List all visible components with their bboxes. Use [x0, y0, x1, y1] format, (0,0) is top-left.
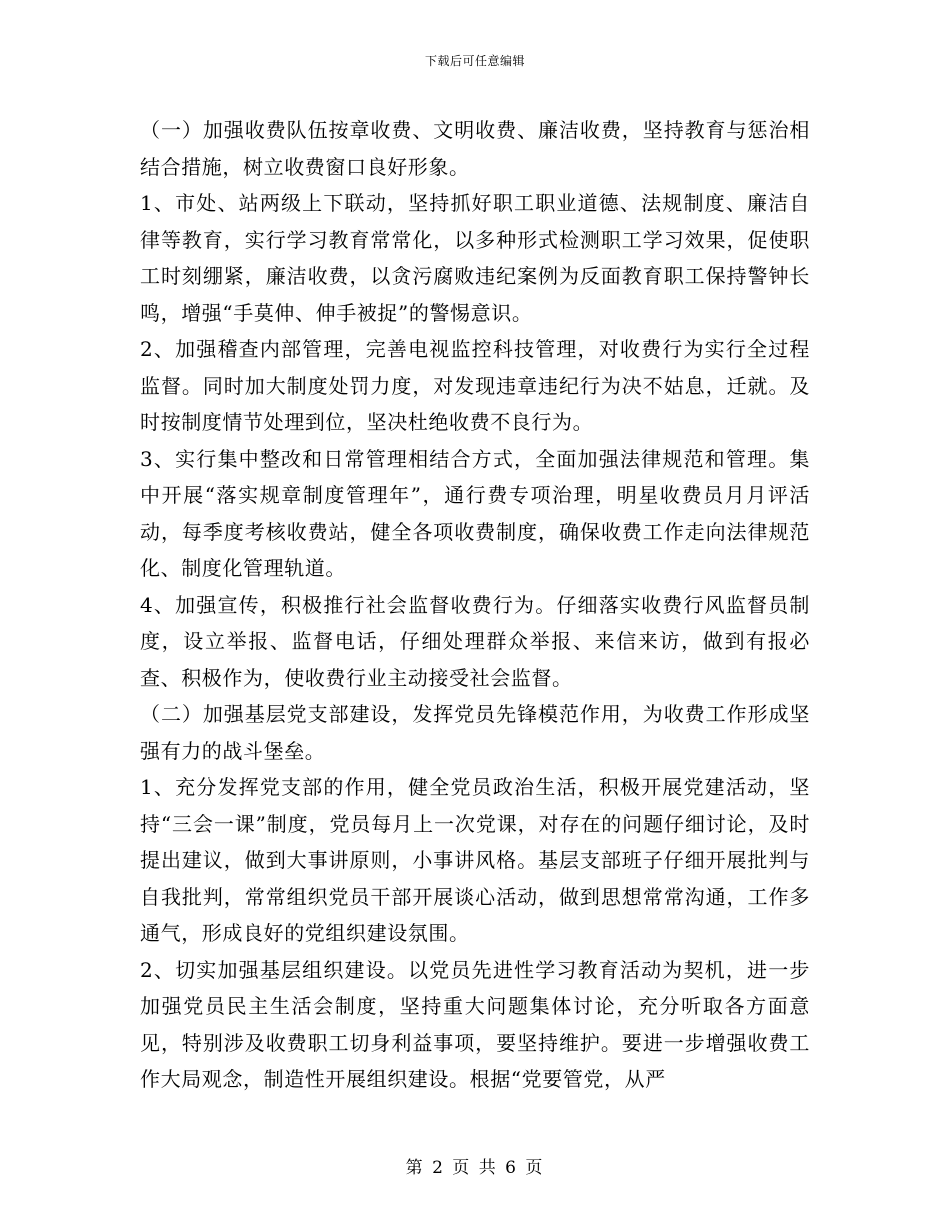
paragraph-item-1: 1、市处、站两级上下联动，坚持抓好职工职业道德、法规制度、廉洁自律等教育，实行学习教育常常化，以多种形式检测职工学习效果，促使职工时刻绷紧，廉洁收费，以贪污腐败违纪案例为反面教育职工保持警钟长鸣，增强“手莫伸、伸手被捉”的警惕意识。: [140, 191, 810, 325]
paragraph-item-5: 1、充分发挥党支部的作用，健全党员政治生活，积极开展党建活动，坚持“三会一课”制度，党员每月上一次党课，对存在的问题仔细讨论，及时提出建议，做到大事讲原则，小事讲风格。基层支部班子仔细开展批判与自我批判，常常组织党员干部开展谈心活动，做到思想常常沟通，工作多通气，形成良好的党组织建设氛围。: [140, 775, 810, 945]
paragraph-item-4: 4、加强宣传，积极推行社会监督收费行为。仔细落实收费行风监督员制度，设立举报、监督电话，仔细处理群众举报、来信来访，做到有报必查、积极作为，使收费行业主动接受社会监督。: [140, 592, 810, 690]
paragraph-item-6: 2、切实加强基层组织建设。以党员先进性学习教育活动为契机，进一步加强党员民主生活会制度，坚持重大问题集体讨论，充分听取各方面意见，特别涉及收费职工切身利益事项，要坚持维护。要进一步增强收费工作大局观念，制造性开展组织建设。根据“党要管党，从严: [140, 957, 810, 1091]
page-header: 下载后可任意编辑: [424, 54, 525, 68]
paragraph-item-3: 3、实行集中整改和日常管理相结合方式，全面加强法律规范和管理。集中开展“落实规章制度管理年”，通行费专项治理，明星收费员月月评活动，每季度考核收费站，健全各项收费制度，确保收费工作走向法律规范化、制度化管理轨道。: [140, 446, 810, 580]
section-heading-2: （二）加强基层党支部建设，发挥党员先锋模范作用，为收费工作形成坚强有力的战斗堡垒。: [140, 702, 810, 763]
document-body: [140, 112, 810, 1098]
section-heading-1: （一）加强收费队伍按章收费、文明收费、廉洁收费，坚持教育与惩治相结合措施，树立收费窗口良好形象。: [140, 118, 810, 179]
page-number: 第 2 页 共 6 页: [405, 1158, 545, 1178]
paragraph-item-2: 2、加强稽查内部管理，完善电视监控科技管理，对收费行为实行全过程监督。同时加大制度处罚力度，对发现违章违纪行为决不姑息，迁就。及时按制度情节处理到位，坚决杜绝收费不良行为。: [140, 337, 810, 434]
